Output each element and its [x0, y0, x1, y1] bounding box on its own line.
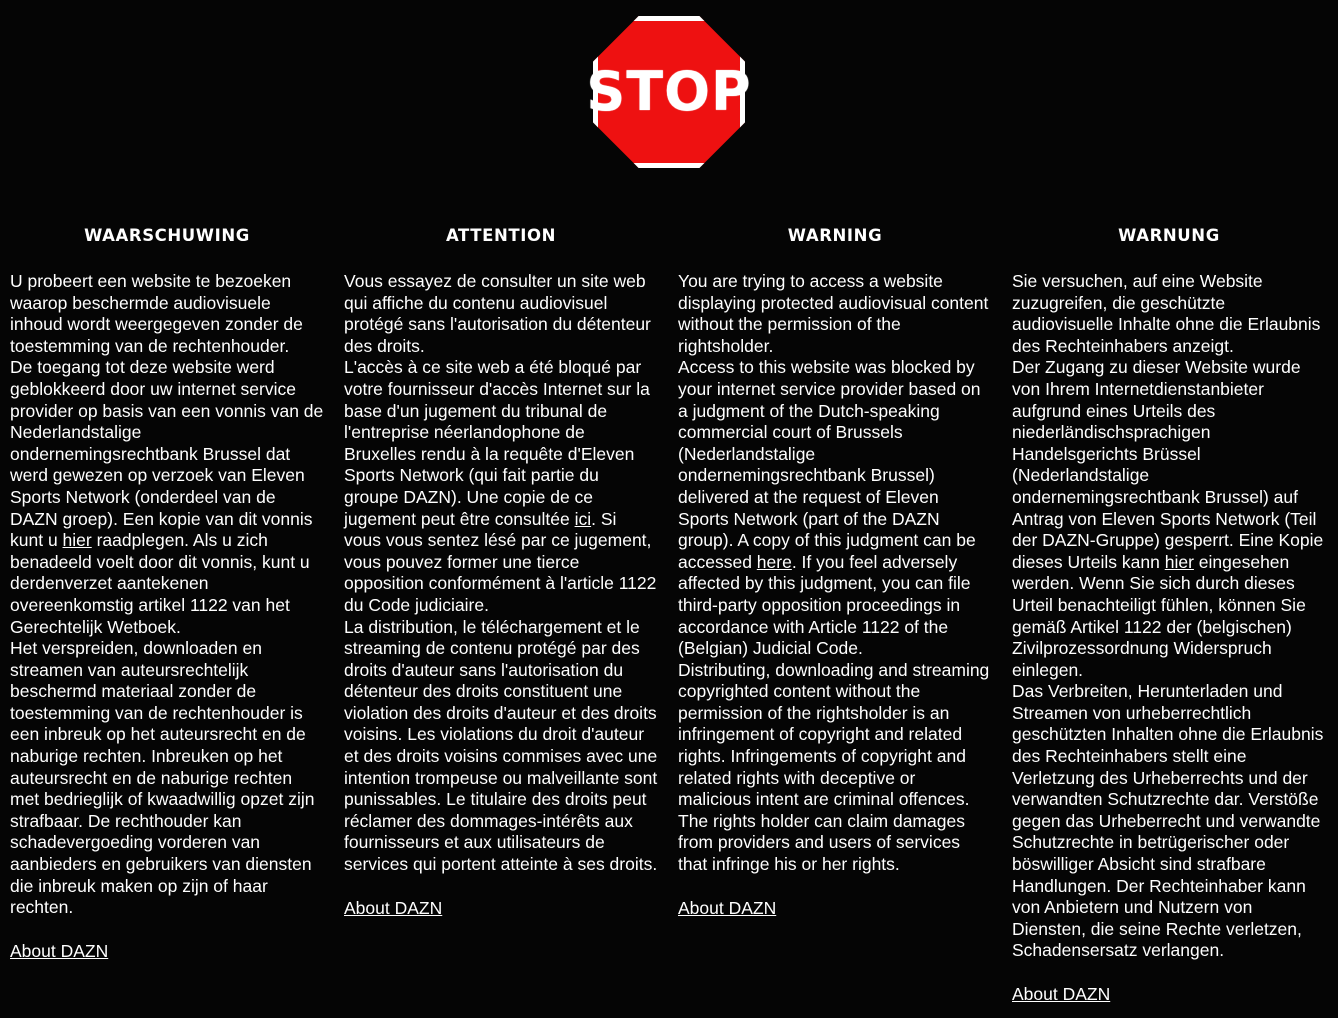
warning-column-nl	[0, 226, 334, 1006]
paragraph-nl-2	[10, 357, 324, 638]
paragraph-nl-3: Het verspreiden, downloaden en streamen van auteursrechtelijk beschermd materiaal zonder de toestemming van de rechtenhouder is een inbreuk op het auteursrecht en de naburige rechten. Inbreuken op het auteursrecht en de naburige rechten met bedrieglijk of kwaadwillig opzet zijn strafbaar. De rechthouder kan schadevergoeding vorderen van aanbieders en gebruikers van diensten die inbreuk maken op zijn of haar rechten.	[10, 638, 315, 918]
judgment-link-en[interactable]: here	[756, 551, 792, 572]
about-dazn-link-en[interactable]: About DAZN	[678, 897, 777, 918]
stop-sign-container	[0, 0, 1338, 168]
judgment-link-nl[interactable]: hier	[62, 530, 92, 551]
judgment-link-fr[interactable]: ici	[574, 508, 592, 529]
about-dazn-link-fr[interactable]: About DAZN	[344, 897, 443, 918]
about-dazn-link-nl[interactable]: About DAZN	[10, 940, 109, 961]
column-title-nl: WAARSCHUWING	[84, 226, 250, 245]
paragraph-de-2-text-b: eingesehen werden. Wenn Sie sich durch dieses Urteil benachteiligt fühlen, können Sie gemäß Artikel 1122 der (belgischen) Zivilprozessordnung Widerspruch einlegen.	[1012, 551, 1306, 680]
paragraph-en-2-text-a: Access to this website was blocked by your internet service provider based on a judgment of the Dutch-speaking commercial court of Brussels (Nederlandstalige ondernemingsrechtbank Brussel) delivered at the request of Eleven Sports Network (part of the DAZN group). A copy of this judgment can be accessed	[678, 357, 981, 572]
paragraph-en-1: You are trying to access a website displaying protected audiovisual content without the permission of the rightsholder.	[678, 271, 989, 356]
paragraph-nl-2-text-a: De toegang tot deze website werd geblokkeerd door uw internet service provider op basis van een vonnis van de Nederlandstalige ondernemingsrechtbank Brussel dat werd gewezen op verzoek van Eleven Sports Network (onderdeel van de DAZN groep). Een kopie van dit vonnis kunt u	[10, 357, 324, 551]
paragraph-en-3: Distributing, downloading and streaming copyrighted content without the permission of the rightsholder is an infringement of copyright and related rights. Infringements of copyright and related rights with deceptive or malicious intent are criminal offences. The rights holder can claim damages from providers and users of services that infringe his or her rights.	[678, 659, 990, 875]
column-title-de: WARNUNG	[1118, 226, 1220, 245]
paragraph-en-2	[678, 357, 992, 659]
paragraph-fr-2-text-b: . Si vous vous sentez lésé par ce jugement, vous pouvez former une tierce opposition conformément à l'article 1122 du Code judiciaire.	[344, 508, 657, 615]
paragraph-en-2-text-b: . If you feel adversely affected by this judgment, you can file third-party opposition proceedings in accordance with Article 1122 of the (Belgian) Judicial Code.	[678, 551, 971, 659]
paragraph-fr-2	[344, 357, 658, 616]
column-title-fr: ATTENTION	[445, 226, 557, 245]
paragraph-nl-2-text-b: raadplegen. Als u zich benadeeld voelt door dit vonnis, kunt u derdenverzet aantekenen overeenkomstig artikel 1122 van het Gerechtelijk Wetboek.	[10, 530, 310, 637]
warning-column-en	[668, 226, 1002, 1006]
paragraph-fr-3: La distribution, le téléchargement et le streaming de contenu protégé par des droits d'auteur sans l'autorisation du détenteur des droits constituent une violation des droits d'auteur et des droits voisins. Les violations du droit d'auteur et des droits voisins commises avec une intention trompeuse ou malveillante sont punissables. Le titulaire des droits peut réclamer des dommages-intérêts aux fournisseurs et aux utilisateurs de services qui portent atteinte à ses droits.	[344, 616, 658, 875]
paragraph-nl-1: U probeert een website te bezoeken waarop beschermde audiovisuele inhoud wordt weergegeven zonder de toestemming van de rechtenhouder.	[10, 271, 303, 356]
paragraph-de-2	[1012, 357, 1326, 681]
paragraph-de-2-text-a: Der Zugang zu dieser Website wurde von Ihrem Internetdienstanbieter aufgrund eines Urteils des niederländischsprachigen Handelsgerichts Brüssel (Nederlandstalige ondernemingsrechtbank Brussel) auf Antrag von Eleven Sports Network (Teil der DAZN-Gruppe) gesperrt. Eine Kopie dieses Urteils kann	[1012, 357, 1324, 572]
stop-sign-icon	[586, 16, 752, 168]
warning-columns	[0, 168, 1338, 1006]
paragraph-fr-2-text-a: L'accès à ce site web a été bloqué par votre fournisseur d'accès Internet sur la base d'un jugement du tribunal de l'entreprise néerlandophone de Bruxelles rendu à la requête d'Eleven Sports Network (qui fait partie du groupe DAZN). Une copie de ce jugement peut être consultée	[344, 357, 650, 529]
stop-label: STOP	[586, 60, 752, 123]
warning-column-fr	[334, 226, 668, 1006]
judgment-link-de[interactable]: hier	[1164, 551, 1194, 572]
stop-label-container	[586, 16, 752, 168]
column-title-en: WARNING	[787, 226, 883, 245]
warning-column-de	[1002, 226, 1336, 1006]
about-dazn-link-de[interactable]: About DAZN	[1012, 984, 1111, 1004]
paragraph-de-1: Sie versuchen, auf eine Website zuzugreifen, die geschützte audiovisuelle Inhalte ohne die Erlaubnis des Rechteinhabers anzeigt.	[1012, 271, 1321, 356]
paragraph-fr-1: Vous essayez de consulter un site web qui affiche du contenu audiovisuel protégé sans l'autorisation du détenteur des droits.	[344, 271, 651, 356]
paragraph-de-3: Das Verbreiten, Herunterladen und Streamen von urheberrechtlich geschützten Inhalten ohne die Erlaubnis des Rechteinhabers stellt eine Verletzung des Urheberrechts und der verwandten Schutzrechte dar. Verstöße gegen das Urheberrecht und verwandte Schutzrechte in betrügerischer oder böswilliger Absicht sind strafbare Handlungen. Der Rechteinhaber kann von Anbietern und Nutzern von Diensten, die seine Rechte verletzen, Schadensersatz verlangen.	[1012, 681, 1324, 961]
